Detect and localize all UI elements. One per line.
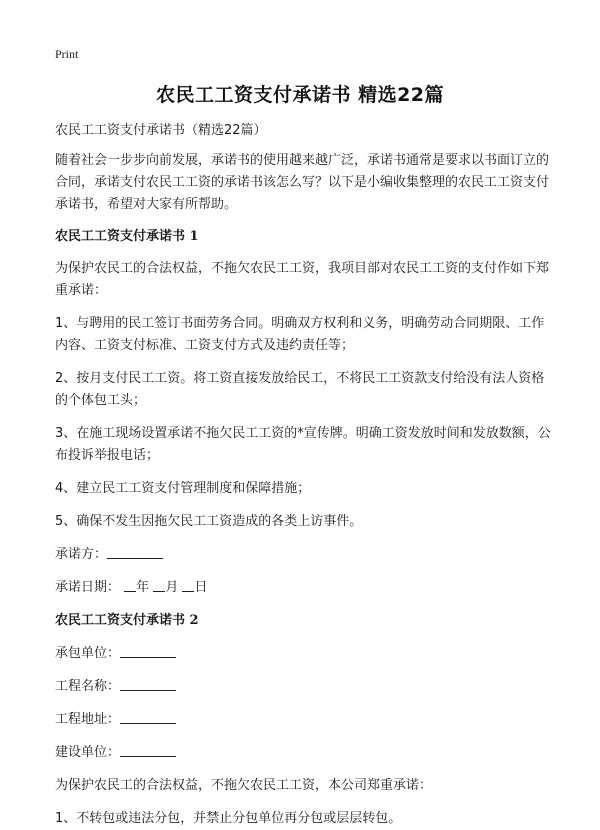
date-year-label: 年 xyxy=(136,580,150,595)
section1-item-2: 2、按月支付民工工资。将工资直接发放给民工，不将民工工资款支付给没有法人资格的个体包工头； xyxy=(55,371,545,408)
contractor-blank xyxy=(120,643,176,658)
promisor-label: 承诺方： xyxy=(55,547,108,562)
section2-item-1: 1、不转包或违法分包，并禁止分包单位再分包或层层转包。 xyxy=(55,811,402,826)
promisor-blank xyxy=(107,544,163,559)
section1-item-3: 3、在施工现场设置承诺不拖欠民工工资的*宣传牌。明确工资发放时间和发放数额，公布投诉举报电话； xyxy=(55,426,551,463)
section1-lead-paragraph: 为保护农民工的合法权益，不拖欠农民工工资，我项目部对农民工工资的支付作如下郑重承诺： xyxy=(55,261,550,298)
contractor-line xyxy=(55,643,555,665)
date-month-blank xyxy=(153,577,165,592)
date-day-blank xyxy=(182,577,194,592)
section1-item-5: 5、确保不发生因拖欠民工工资造成的各类上访事件。 xyxy=(55,514,363,529)
date-year-blank xyxy=(124,577,136,592)
document-body xyxy=(55,120,555,830)
builder-label: 建设单位： xyxy=(55,745,121,760)
intro-paragraph: 随着社会一步步向前发展，承诺书的使用越来越广泛，承诺书通常是要求以书面订立的合同，承诺支付农民工工资的承诺书该怎么写？以下是小编收集整理的农民工工资支付承诺书，希望对大家有所帮助。 xyxy=(55,153,550,212)
promisor-line xyxy=(55,544,555,566)
document-subtitle: 农民工工资支付承诺书（精选22篇） xyxy=(55,123,267,138)
section-heading-1: 农民工工资支付承诺书 1 xyxy=(55,229,199,244)
section1-item-4: 4、建立民工工资支付管理制度和保障措施； xyxy=(55,481,311,496)
promise-date-label: 承诺日期： xyxy=(55,580,121,595)
contractor-label: 承包单位： xyxy=(55,646,121,661)
project-address-blank xyxy=(120,709,176,724)
project-address-label: 工程地址： xyxy=(55,712,121,727)
section2-lead-paragraph: 为保护农民工的合法权益，不拖欠农民工工资，本公司郑重承诺： xyxy=(55,778,433,793)
promise-date-line xyxy=(55,577,555,599)
project-name-line xyxy=(55,676,555,698)
builder-blank xyxy=(120,742,176,757)
section1-item-1: 1、与聘用的民工签订书面劳务合同。明确双方权利和义务，明确劳动合同期限、工作内容、工资支付标准、工资支付方式及违约责任等； xyxy=(55,316,545,353)
date-month-label: 月 xyxy=(165,580,179,595)
section-heading-2: 农民工工资支付承诺书 2 xyxy=(55,613,199,628)
page-title: 农民工工资支付承诺书 精选22篇 xyxy=(155,84,445,106)
project-name-blank xyxy=(120,676,176,691)
date-day-label: 日 xyxy=(194,580,208,595)
project-address-line xyxy=(55,709,555,731)
print-label: Print xyxy=(55,47,79,61)
builder-line xyxy=(55,742,555,764)
project-name-label: 工程名称： xyxy=(55,679,121,694)
